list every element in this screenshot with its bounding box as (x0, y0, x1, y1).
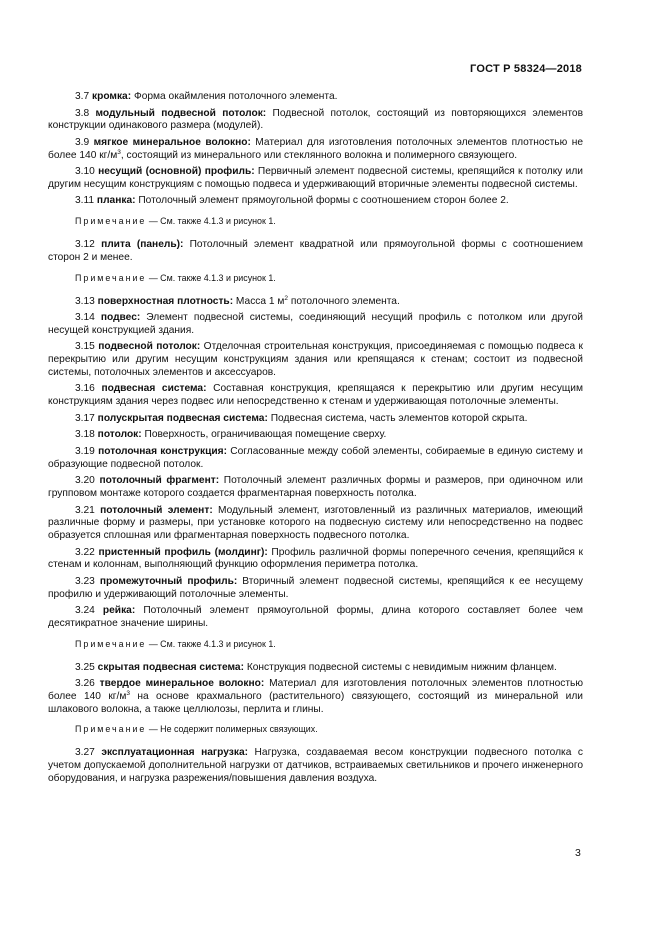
term-entry (48, 341, 583, 379)
term-entry (48, 296, 583, 309)
term-name: модульный подвесной потолок: (95, 107, 267, 119)
term-definition: Материал для изготовления потолочных элементов плотностью не более 140 кг/м (48, 136, 583, 161)
entry-number: 3.17 (75, 412, 95, 424)
term-name: эксплуатационная нагрузка: (101, 747, 249, 759)
terms-section (48, 91, 583, 789)
entry-number: 3.14 (75, 312, 95, 324)
note (48, 216, 583, 227)
entry-number: 3.22 (75, 546, 95, 558)
note-label: Примечание (75, 216, 147, 227)
note-text: — См. также 4.1.3 и рисунок 1. (146, 216, 276, 227)
note-label: Примечание (75, 272, 147, 283)
term-entry (48, 413, 583, 426)
term-definition: Потолочный элемент различных формы и размеров, при одиночном или групповом монтаже которого создается фрагментарная поверхность потолка. (48, 475, 583, 499)
term-entry (48, 662, 583, 675)
term-definition: Модульный элемент, изготовленный из различных материалов, имеющий различные форму и размеры, при установке которого на подвесную систему или непосредственно на подвес образуется сплошная или фрагментарная поверхность подвесного потолка. (48, 504, 583, 541)
term-definition-cont: на основе крахмального (растительного) связующего, состоящий из минеральной или шлакового волокна, а также целлюлозы, перлита и глины. (48, 690, 583, 715)
term-name: кромка: (92, 91, 132, 102)
term-definition: Подвесной потолок, состоящий из повторяющихся элементов конструкции одинакового размера (модулей). (48, 107, 583, 132)
entry-number: 3.24 (75, 605, 95, 617)
term-name: подвесная система: (101, 383, 207, 395)
term-definition: Элемент подвесной системы, соединяющий несущий профиль с потолком или другой несущей конструкцией здания. (48, 312, 583, 336)
term-name: несущий (основной) профиль: (98, 166, 255, 178)
term-entry (48, 108, 583, 133)
entry-number: 3.15 (75, 341, 95, 353)
term-entry (48, 312, 583, 337)
term-entry (48, 446, 583, 471)
note-text: — См. также 4.1.3 и рисунок 1. (146, 638, 276, 649)
superscript: 3 (126, 689, 130, 697)
entry-number: 3.11 (75, 195, 95, 207)
entry-number: 3.12 (75, 239, 95, 251)
term-name: пристенный профиль (молдинг): (98, 546, 268, 558)
term-name: промежуточный профиль: (99, 575, 238, 587)
term-name: подвес: (100, 312, 141, 324)
term-name: скрытая подвесная система: (97, 661, 244, 673)
entry-number: 3.10 (75, 166, 95, 178)
term-entry (48, 166, 583, 191)
note-text: — См. также 4.1.3 и рисунок 1. (146, 272, 276, 283)
term-name: полускрытая подвесная система: (97, 412, 268, 424)
term-name: потолочная конструкция: (98, 445, 227, 457)
superscript: 3 (117, 148, 121, 156)
term-name: мягкое минеральное волокно: (93, 136, 251, 148)
term-definition: Конструкция подвесной системы с невидимым нижним фланцем. (244, 661, 557, 673)
term-entry (48, 429, 583, 442)
term-name: потолочный элемент: (100, 504, 213, 516)
note-text: — Не содержит полимерных связующих. (146, 724, 318, 735)
term-entry (48, 137, 583, 162)
term-definition: Материал для изготовления потолочных элементов плотностью более 140 кг/м (48, 678, 583, 702)
term-definition: Подвесная система, часть элементов которой скрыта. (267, 412, 528, 424)
entry-number: 3.9 (75, 136, 90, 148)
superscript: 2 (284, 294, 288, 302)
note (48, 273, 583, 284)
entry-number: 3.8 (75, 107, 90, 119)
entry-number: 3.7 (75, 91, 90, 102)
term-definition-cont: , состоящий из минерального или стеклянного волокна и полимерного связующего. (120, 149, 518, 161)
term-entry (48, 239, 583, 264)
entry-number: 3.16 (75, 383, 95, 395)
term-definition: Отделочная строительная конструкция, присоединяемая с помощью подвеса к перекрытию или другим несущим конструкциям здания или крепящаяся к стенам; состоит из подвесной системы, потолочных элементов и аксессуаров. (48, 341, 583, 378)
term-entry (48, 547, 583, 572)
term-entry (48, 475, 583, 500)
entry-number: 3.21 (75, 504, 95, 516)
term-name: твердое минеральное волокно: (99, 678, 265, 690)
term-entry (48, 383, 583, 408)
term-name: планка: (96, 195, 136, 207)
term-definition: Первичный элемент подвесной системы, крепящийся к потолку или другим несущим конструкциям с помощью подвеса и удерживающий вторичные элементы подвесной системы. (48, 166, 583, 190)
term-definition: Согласованные между собой элементы, собираемые в единую систему и образующие подвесной потолок. (48, 445, 583, 470)
term-definition: Профиль различной формы поперечного сечения, крепящийся к стенам и колоннам, выполняющий функцию оформления периметра потолка. (48, 546, 583, 571)
term-name: потолок: (97, 429, 142, 441)
entry-number: 3.20 (75, 475, 95, 487)
term-entry (48, 678, 583, 716)
term-definition: Потолочный элемент прямоугольной формы с соотношением сторон более 2. (135, 195, 509, 207)
term-entry (48, 605, 583, 630)
term-name: плита (панель): (101, 239, 184, 251)
term-definition: Составная конструкция, крепящаяся к перекрытию или другим несущим конструкциям здания через подвес или непосредственно к стенам и удерживающая потолочные элементы. (48, 383, 583, 408)
note-label: Примечание (75, 638, 147, 649)
page-number: 3 (575, 847, 581, 859)
term-name: поверхностная плотность: (97, 295, 234, 307)
term-definition: Потолочный элемент квадратной или прямоугольной формы с соотношением сторон 2 и менее. (48, 239, 583, 263)
term-definition: Вторичный элемент подвесной системы, крепящийся к ее несущему профилю и удерживающий потолочные элементы. (48, 575, 583, 600)
term-definition-cont: потолочного элемента. (288, 295, 400, 307)
term-entry (48, 505, 583, 543)
entry-number: 3.18 (75, 429, 95, 441)
entry-number: 3.26 (75, 678, 95, 690)
term-name: подвесной потолок: (98, 341, 201, 353)
term-name: потолочный фрагмент: (99, 475, 220, 487)
term-definition: Потолочный элемент прямоугольной формы, длина которого составляет более чем десятикратное значение ширины. (48, 605, 583, 629)
note (48, 724, 583, 735)
entry-number: 3.27 (75, 747, 95, 759)
standard-id: ГОСТ Р 58324—2018 (470, 63, 582, 75)
note-label: Примечание (75, 724, 147, 735)
entry-number: 3.19 (75, 445, 95, 457)
term-definition: Масса 1 м (233, 295, 285, 307)
entry-number: 3.23 (75, 575, 95, 587)
term-entry (48, 91, 583, 104)
term-entry (48, 195, 583, 208)
term-definition: Поверхность, ограничивающая помещение сверху. (141, 429, 387, 441)
entry-number: 3.25 (75, 661, 95, 673)
term-definition: Форма окаймления потолочного элемента. (131, 91, 338, 102)
term-entry (48, 576, 583, 601)
term-name: рейка: (102, 605, 136, 617)
entry-number: 3.13 (75, 295, 95, 307)
term-definition: Нагрузка, создаваемая весом конструкции подвесного потолка с учетом допускаемой дополнительной нагрузки от датчиков, встраиваемых светильников и прочего инженерного оборудования, и нагрузка разрежения/повышения давления воздуха. (48, 747, 583, 784)
note (48, 639, 583, 650)
term-entry (48, 747, 583, 785)
